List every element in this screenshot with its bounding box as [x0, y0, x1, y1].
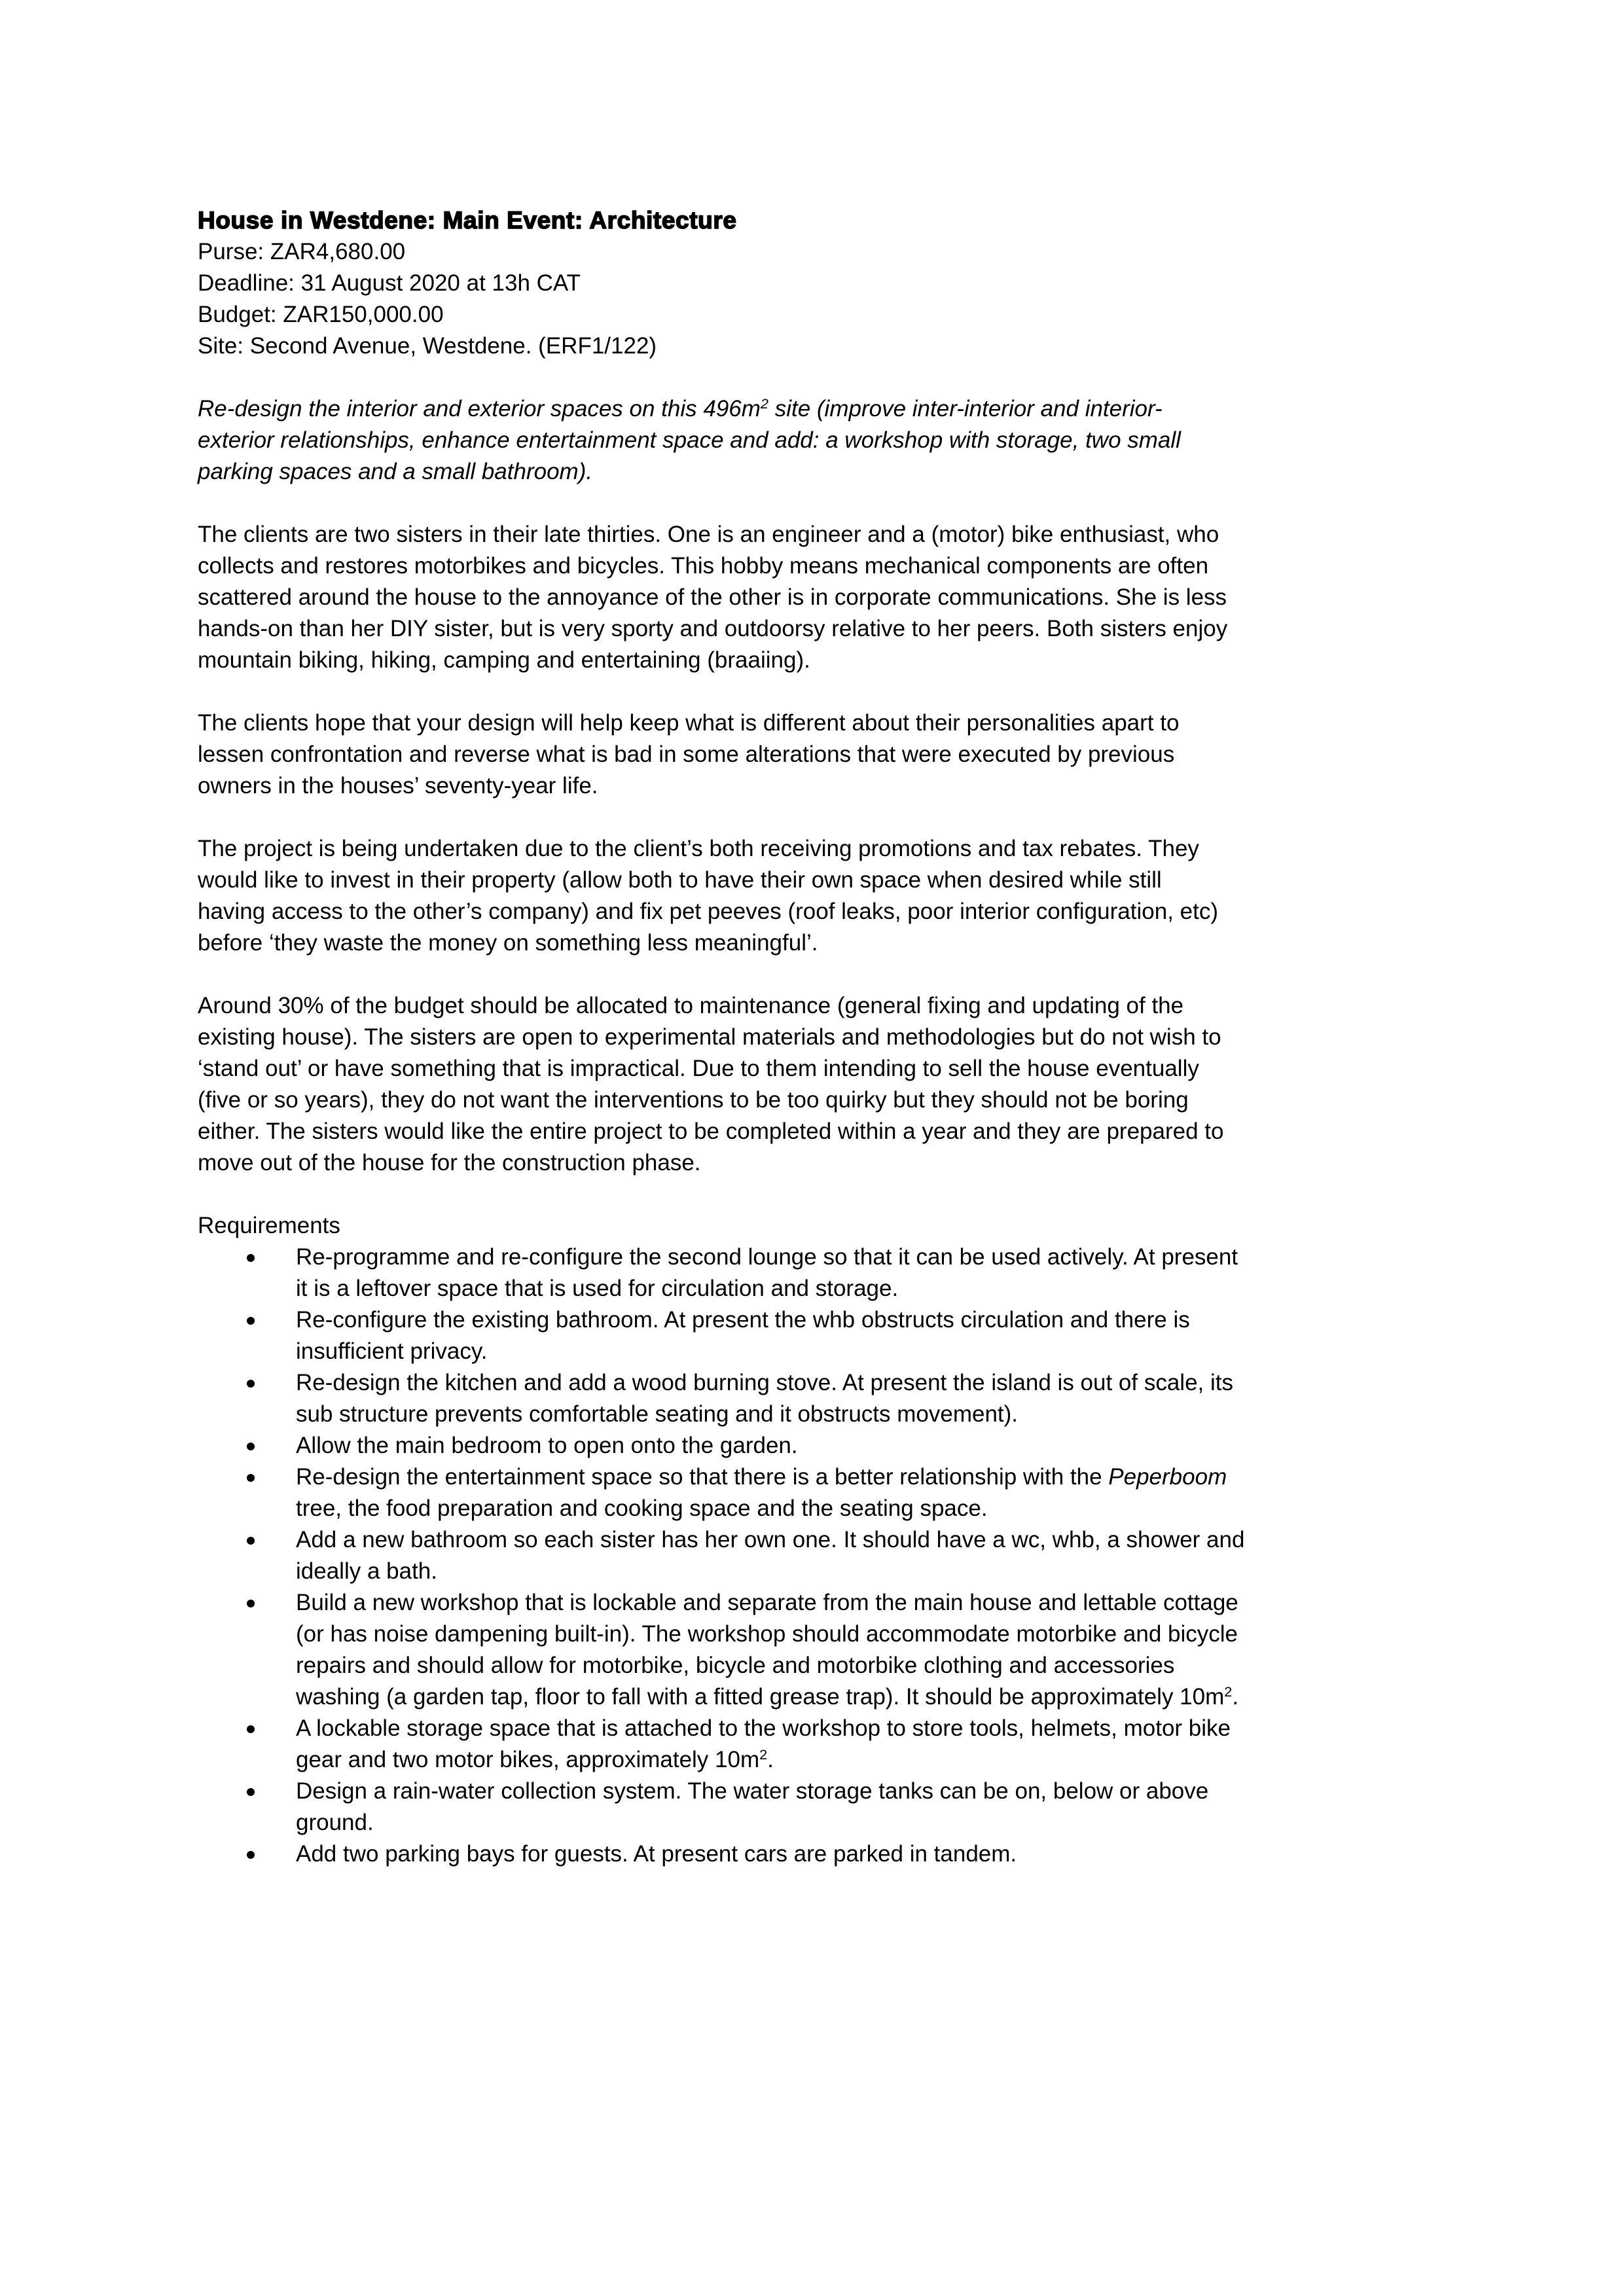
bullet-dot-icon	[247, 1851, 255, 1859]
text-segment: ground.	[296, 1810, 374, 1835]
paragraph-line: lessen confrontation and reverse what is bad in some alterations that were executed by previous	[198, 742, 1175, 767]
bullet-dot-icon	[247, 1474, 255, 1482]
requirement-item	[198, 1430, 1441, 1462]
superscript: 2	[1224, 1683, 1233, 1700]
paragraph-line: having access to the other’s company) and fix pet peeves (roof leaks, poor interior configuration, etc)	[198, 899, 1218, 924]
meta-site: Site: Second Avenue, Westdene. (ERF1/122)	[198, 333, 657, 359]
requirement-item	[198, 1776, 1441, 1839]
text-segment: Re-configure the existing bathroom. At present the whb obstructs circulation and there is	[296, 1307, 1190, 1333]
italic-text: Peperboom	[1108, 1464, 1227, 1490]
requirement-line	[296, 1336, 1441, 1367]
text-segment: repairs and should allow for motorbike, bicycle and motorbike clothing and accessories	[296, 1653, 1175, 1678]
requirement-line	[296, 1807, 1441, 1839]
requirement-item	[198, 1839, 1441, 1870]
requirement-line	[296, 1650, 1441, 1681]
superscript: 2	[760, 395, 768, 412]
spacer	[198, 959, 1441, 990]
requirement-item	[198, 1367, 1441, 1430]
text-segment: Re-design the entertainment space so that there is a better relationship with the	[296, 1464, 1109, 1490]
text-segment: Build a new workshop that is lockable and separate from the main house and lettable cottage	[296, 1590, 1238, 1615]
requirement-item	[198, 1462, 1441, 1524]
paragraph-line: existing house). The sisters are open to experimental materials and methodologies but do not wish to	[198, 1024, 1221, 1050]
requirement-line	[296, 1367, 1441, 1399]
bullet-dot-icon	[247, 1443, 255, 1450]
document-page	[198, 205, 1441, 1870]
bullet-dot-icon	[247, 1600, 255, 1607]
text-segment: site (improve inter-interior and interior-	[768, 396, 1163, 422]
project-meta	[198, 236, 1441, 362]
text-segment: tree, the food preparation and cooking space and the seating space.	[296, 1496, 988, 1521]
paragraph-line: would like to invest in their property (allow both to have their own space when desired while still	[198, 867, 1162, 893]
requirement-item	[198, 1713, 1441, 1776]
paragraph-line: The project is being undertaken due to the client’s both receiving promotions and tax rebates. They	[198, 836, 1199, 861]
bullet-dot-icon	[247, 1788, 255, 1796]
text-segment: Allow the main bedroom to open onto the garden.	[296, 1433, 798, 1458]
requirement-line	[296, 1839, 1441, 1870]
paragraph-line: Around 30% of the budget should be allocated to maintenance (general fixing and updating of the	[198, 993, 1184, 1018]
brief-line	[198, 425, 1441, 456]
paragraph-line: owners in the houses’ seventy-year life.	[198, 773, 598, 798]
text-segment: ideally a bath.	[296, 1558, 437, 1584]
bullet-dot-icon	[247, 1254, 255, 1262]
requirement-line	[296, 1399, 1441, 1430]
requirement-item	[198, 1242, 1441, 1304]
text-segment: Design a rain-water collection system. The water storage tanks can be on, below or above	[296, 1778, 1209, 1804]
requirement-line	[296, 1493, 1441, 1524]
paragraph-line: ‘stand out’ or have something that is impractical. Due to them intending to sell the house eventually	[198, 1056, 1199, 1081]
text-segment: .	[1232, 1684, 1239, 1710]
text-segment: sub structure prevents comfortable seating and it obstructs movement).	[296, 1401, 1019, 1427]
brief-line	[198, 456, 1441, 488]
paragraph-line: scattered around the house to the annoyance of the other is in corporate communications. She is less	[198, 584, 1227, 610]
spacer	[198, 802, 1441, 833]
requirements-heading: Requirements	[198, 1213, 340, 1238]
paragraph-line: (five or so years), they do not want the interventions to be too quirky but they should not be boring	[198, 1087, 1189, 1113]
bullet-dot-icon	[247, 1317, 255, 1325]
text-segment: exterior relationships, enhance entertainment space and add: a workshop with storage, two small	[198, 427, 1181, 453]
clients-paragraph	[198, 519, 1441, 676]
spacer	[198, 488, 1441, 519]
requirement-line	[296, 1524, 1441, 1556]
meta-purse: Purse: ZAR4,680.00	[198, 239, 406, 264]
bullet-dot-icon	[247, 1380, 255, 1388]
document-title: House in Westdene: Main Event: Architecture	[198, 207, 737, 234]
meta-deadline: Deadline: 31 August 2020 at 13h CAT	[198, 270, 581, 296]
text-segment: A lockable storage space that is attached to the workshop to store tools, helmets, motor bike	[296, 1715, 1231, 1741]
requirement-line	[296, 1430, 1441, 1462]
requirement-line	[296, 1556, 1441, 1587]
paragraph-line: either. The sisters would like the entire project to be completed within a year and they are prepared to	[198, 1119, 1224, 1144]
superscript: 2	[759, 1746, 768, 1763]
paragraph-line: hands-on than her DIY sister, but is very sporty and outdoorsy relative to her peers. Both sisters enjoy	[198, 616, 1228, 641]
requirement-line	[296, 1713, 1441, 1744]
requirement-item	[198, 1524, 1441, 1587]
requirement-item	[198, 1304, 1441, 1367]
brief-line	[198, 393, 1441, 425]
spacer	[198, 362, 1441, 393]
requirement-line	[296, 1242, 1441, 1273]
text-segment: Re-design the interior and exterior spaces on this 496m	[198, 396, 761, 422]
text-segment: Re-design the kitchen and add a wood burning stove. At present the island is out of scale, its	[296, 1370, 1233, 1395]
text-segment: .	[767, 1747, 774, 1772]
brief-paragraph	[198, 393, 1441, 488]
text-segment: Add a new bathroom so each sister has her own one. It should have a wc, whb, a shower and	[296, 1527, 1245, 1552]
project-paragraph	[198, 833, 1441, 959]
budget-paragraph	[198, 990, 1441, 1179]
paragraph-line: The clients hope that your design will help keep what is different about their personalities apart to	[198, 710, 1180, 736]
text-segment: gear and two motor bikes, approximately 10m	[296, 1747, 760, 1772]
meta-budget: Budget: ZAR150,000.00	[198, 302, 444, 327]
text-segment: (or has noise dampening built-in). The workshop should accommodate motorbike and bicycle	[296, 1621, 1238, 1647]
requirement-line	[296, 1587, 1441, 1619]
requirement-line	[296, 1681, 1441, 1713]
text-segment: insufficient privacy.	[296, 1338, 488, 1364]
requirement-line	[296, 1619, 1441, 1650]
requirement-line	[296, 1462, 1441, 1493]
requirement-line	[296, 1273, 1441, 1304]
bullet-dot-icon	[247, 1725, 255, 1733]
requirement-line	[296, 1304, 1441, 1336]
text-segment: parking spaces and a small bathroom).	[198, 459, 593, 484]
spacer	[198, 1179, 1441, 1210]
text-segment: Add two parking bays for guests. At present cars are parked in tandem.	[296, 1841, 1017, 1867]
text-segment: it is a leftover space that is used for circulation and storage.	[296, 1276, 899, 1301]
hope-paragraph	[198, 708, 1441, 802]
paragraph-line: before ‘they waste the money on something less meaningful’.	[198, 930, 818, 956]
requirement-item	[198, 1587, 1441, 1713]
text-segment: washing (a garden tap, floor to fall with a fitted grease trap). It should be approximately 10m	[296, 1684, 1225, 1710]
paragraph-line: mountain biking, hiking, camping and entertaining (braaiing).	[198, 647, 810, 673]
paragraph-line: move out of the house for the construction phase.	[198, 1150, 701, 1175]
text-segment: Re-programme and re-configure the second lounge so that it can be used actively. At present	[296, 1244, 1238, 1270]
requirements-list	[198, 1242, 1441, 1870]
paragraph-line: The clients are two sisters in their late thirties. One is an engineer and a (motor) bike enthusiast, who	[198, 522, 1219, 547]
requirement-line	[296, 1776, 1441, 1807]
bullet-dot-icon	[247, 1537, 255, 1545]
requirement-line	[296, 1744, 1441, 1776]
paragraph-line: collects and restores motorbikes and bicycles. This hobby means mechanical components are often	[198, 553, 1209, 579]
spacer	[198, 676, 1441, 708]
